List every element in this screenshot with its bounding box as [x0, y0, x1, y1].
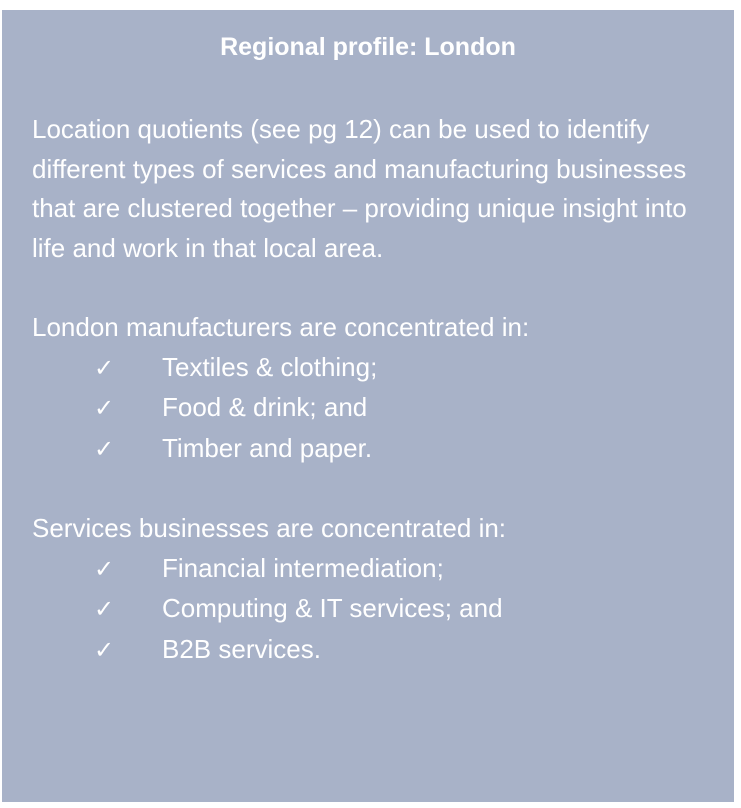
- list-item: [32, 348, 704, 389]
- checkmark-icon: ✓: [94, 434, 115, 463]
- list-item-label: B2B services.: [162, 633, 321, 664]
- intro-paragraph: Location quotients (see pg 12) can be used to identify different types of services and manufacturing businesses that are clustered together – providing unique insight into life and work in that local area.: [32, 114, 687, 263]
- list-item: [32, 429, 704, 470]
- list-item-label: Food & drink; and: [162, 392, 368, 422]
- manufacturers-heading: London manufacturers are concentrated in:: [32, 312, 530, 342]
- list-item: [32, 589, 704, 630]
- checkmark-icon: ✓: [94, 635, 115, 664]
- list-item-label: Computing & IT services; and: [162, 593, 503, 623]
- services-list: [32, 549, 704, 671]
- checkmark-icon: ✓: [94, 595, 115, 623]
- regional-profile-callout: [2, 10, 734, 802]
- manufacturers-section: [32, 308, 704, 469]
- list-item: [32, 549, 704, 590]
- checkmark-icon: ✓: [94, 353, 115, 382]
- checkmark-icon: ✓: [94, 394, 115, 422]
- manufacturers-list: [32, 348, 704, 470]
- services-section: [32, 509, 704, 670]
- list-item-label: Textiles & clothing;: [162, 351, 378, 382]
- list-item-label: Financial intermediation;: [162, 552, 444, 583]
- list-item: [32, 388, 704, 429]
- list-item: [32, 630, 704, 671]
- services-heading: Services businesses are concentrated in:: [32, 513, 507, 543]
- callout-title: Regional profile: London: [220, 33, 516, 61]
- checkmark-icon: ✓: [94, 554, 115, 583]
- list-item-label: Timber and paper.: [162, 432, 373, 463]
